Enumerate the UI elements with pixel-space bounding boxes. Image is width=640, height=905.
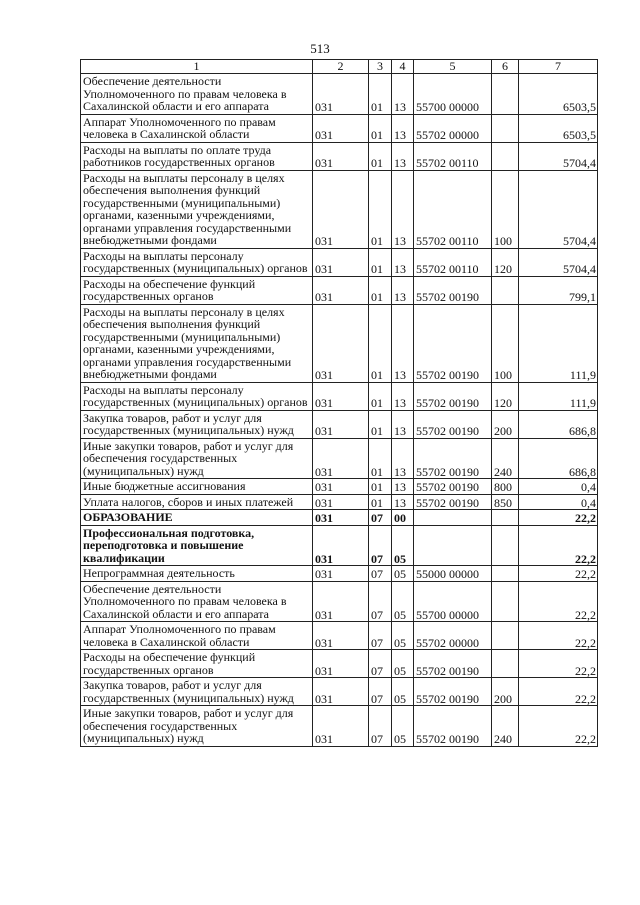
row-name: Обеспечение деятельности Уполномоченного по правам человека в Сахалинской области и его аппарата <box>81 74 313 115</box>
row-code-subsection: 13 <box>392 142 414 170</box>
table-row <box>81 622 598 650</box>
table-row <box>81 494 598 510</box>
row-code-admin: 031 <box>313 510 369 526</box>
row-code-admin: 031 <box>313 304 369 382</box>
row-code-section: 01 <box>369 248 392 276</box>
row-code-subsection: 13 <box>392 382 414 410</box>
row-code-section: 01 <box>369 170 392 248</box>
row-code-subsection: 05 <box>392 650 414 678</box>
row-code-type: 240 <box>492 438 519 479</box>
row-amount: 0,4 <box>519 479 598 495</box>
row-code-subsection: 13 <box>392 74 414 115</box>
row-code-type: 800 <box>492 479 519 495</box>
row-code-type <box>492 276 519 304</box>
row-code-section: 01 <box>369 74 392 115</box>
table-row <box>81 510 598 526</box>
col-header-4: 4 <box>392 60 414 74</box>
row-amount: 0,4 <box>519 494 598 510</box>
row-code-admin: 031 <box>313 74 369 115</box>
row-code-type <box>492 74 519 115</box>
row-code-type: 120 <box>492 382 519 410</box>
row-code-subsection: 13 <box>392 248 414 276</box>
budget-table <box>80 59 598 747</box>
row-name: Расходы на обеспечение функций государственных органов <box>81 650 313 678</box>
row-code-section: 01 <box>369 494 392 510</box>
row-code-type: 850 <box>492 494 519 510</box>
row-code-target: 55702 00110 <box>414 248 492 276</box>
table-row <box>81 581 598 622</box>
table-row <box>81 438 598 479</box>
row-name: Расходы на выплаты по оплате труда работников государственных органов <box>81 142 313 170</box>
col-header-6: 6 <box>492 60 519 74</box>
row-code-subsection: 13 <box>392 114 414 142</box>
row-name: Иные закупки товаров, работ и услуг для обеспечения государственных (муниципальных) нужд <box>81 706 313 747</box>
header-row <box>81 60 598 74</box>
table-row <box>81 479 598 495</box>
row-name: Обеспечение деятельности Уполномоченного по правам человека в Сахалинской области и его аппарата <box>81 581 313 622</box>
row-code-admin: 031 <box>313 248 369 276</box>
row-code-target: 55702 00190 <box>414 650 492 678</box>
row-code-type: 100 <box>492 170 519 248</box>
row-amount: 22,2 <box>519 525 598 566</box>
row-code-subsection: 13 <box>392 276 414 304</box>
row-code-section: 01 <box>369 410 392 438</box>
row-amount: 686,8 <box>519 438 598 479</box>
row-amount: 111,9 <box>519 304 598 382</box>
row-code-admin: 031 <box>313 276 369 304</box>
row-code-target: 55702 00110 <box>414 142 492 170</box>
row-amount: 22,2 <box>519 581 598 622</box>
col-header-3: 3 <box>369 60 392 74</box>
row-code-target: 55702 00190 <box>414 706 492 747</box>
row-code-admin: 031 <box>313 142 369 170</box>
row-amount: 6503,5 <box>519 74 598 115</box>
row-code-subsection: 13 <box>392 410 414 438</box>
row-amount: 5704,4 <box>519 170 598 248</box>
row-name: ОБРАЗОВАНИЕ <box>81 510 313 526</box>
row-code-admin: 031 <box>313 438 369 479</box>
row-code-subsection: 05 <box>392 525 414 566</box>
row-code-target: 55702 00190 <box>414 438 492 479</box>
table-row <box>81 170 598 248</box>
row-amount: 5704,4 <box>519 142 598 170</box>
row-code-target: 55702 00000 <box>414 114 492 142</box>
row-code-type <box>492 114 519 142</box>
table-row <box>81 114 598 142</box>
table-row <box>81 650 598 678</box>
row-code-admin: 031 <box>313 622 369 650</box>
row-code-type: 200 <box>492 678 519 706</box>
table-row <box>81 74 598 115</box>
row-code-admin: 031 <box>313 114 369 142</box>
row-code-admin: 031 <box>313 170 369 248</box>
col-header-1: 1 <box>81 60 313 74</box>
row-code-subsection: 13 <box>392 304 414 382</box>
row-amount: 6503,5 <box>519 114 598 142</box>
row-code-target: 55702 00190 <box>414 479 492 495</box>
table-row <box>81 410 598 438</box>
table-row <box>81 525 598 566</box>
row-code-subsection: 13 <box>392 494 414 510</box>
row-code-target: 55702 00190 <box>414 678 492 706</box>
row-code-target: 55702 00190 <box>414 410 492 438</box>
table-row <box>81 382 598 410</box>
row-code-type: 200 <box>492 410 519 438</box>
row-code-subsection: 13 <box>392 438 414 479</box>
row-name: Расходы на выплаты персоналу государственных (муниципальных) органов <box>81 382 313 410</box>
row-amount: 22,2 <box>519 510 598 526</box>
row-name: Расходы на выплаты персоналу в целях обеспечения выполнения функций государственными (муниципальными) органами, казенными учреждениями, органами управления государственными внебюджетными фондами <box>81 304 313 382</box>
table-row <box>81 276 598 304</box>
row-code-section: 07 <box>369 566 392 582</box>
row-name: Закупка товаров, работ и услуг для государственных (муниципальных) нужд <box>81 410 313 438</box>
row-code-type: 120 <box>492 248 519 276</box>
row-code-target: 55702 00000 <box>414 622 492 650</box>
row-code-target <box>414 510 492 526</box>
table-row <box>81 142 598 170</box>
row-amount: 5704,4 <box>519 248 598 276</box>
table-row <box>81 304 598 382</box>
row-code-section: 01 <box>369 479 392 495</box>
row-name: Непрограммная деятельность <box>81 566 313 582</box>
row-code-subsection: 05 <box>392 678 414 706</box>
row-name: Расходы на обеспечение функций государственных органов <box>81 276 313 304</box>
row-name: Расходы на выплаты персоналу государственных (муниципальных) органов <box>81 248 313 276</box>
row-name: Профессиональная подготовка, переподготовка и повышение квалификации <box>81 525 313 566</box>
row-amount: 686,8 <box>519 410 598 438</box>
row-code-admin: 031 <box>313 494 369 510</box>
row-amount: 22,2 <box>519 678 598 706</box>
row-amount: 22,2 <box>519 566 598 582</box>
row-code-subsection: 05 <box>392 622 414 650</box>
row-code-type <box>492 525 519 566</box>
row-code-type <box>492 566 519 582</box>
row-code-type: 100 <box>492 304 519 382</box>
row-code-section: 01 <box>369 276 392 304</box>
row-code-type: 240 <box>492 706 519 747</box>
row-code-section: 01 <box>369 438 392 479</box>
row-code-section: 01 <box>369 114 392 142</box>
row-code-section: 01 <box>369 382 392 410</box>
table-row <box>81 706 598 747</box>
row-code-subsection: 05 <box>392 706 414 747</box>
row-name: Аппарат Уполномоченного по правам человека в Сахалинской области <box>81 622 313 650</box>
row-code-target: 55702 00190 <box>414 304 492 382</box>
col-header-2: 2 <box>313 60 369 74</box>
table-row <box>81 566 598 582</box>
row-code-target: 55700 00000 <box>414 74 492 115</box>
row-amount: 111,9 <box>519 382 598 410</box>
row-name: Иные закупки товаров, работ и услуг для обеспечения государственных (муниципальных) нужд <box>81 438 313 479</box>
row-code-section: 01 <box>369 142 392 170</box>
row-code-admin: 031 <box>313 479 369 495</box>
row-amount: 22,2 <box>519 622 598 650</box>
row-amount: 22,2 <box>519 650 598 678</box>
row-code-subsection: 13 <box>392 170 414 248</box>
table-row <box>81 248 598 276</box>
row-name: Закупка товаров, работ и услуг для государственных (муниципальных) нужд <box>81 678 313 706</box>
row-code-target: 55702 00190 <box>414 494 492 510</box>
row-code-target <box>414 525 492 566</box>
row-code-admin: 031 <box>313 566 369 582</box>
row-code-subsection: 00 <box>392 510 414 526</box>
row-code-section: 07 <box>369 581 392 622</box>
row-name: Иные бюджетные ассигнования <box>81 479 313 495</box>
row-amount: 799,1 <box>519 276 598 304</box>
row-code-type <box>492 650 519 678</box>
row-code-subsection: 13 <box>392 479 414 495</box>
row-code-admin: 031 <box>313 581 369 622</box>
row-amount: 22,2 <box>519 706 598 747</box>
row-code-section: 07 <box>369 650 392 678</box>
row-code-admin: 031 <box>313 525 369 566</box>
row-code-section: 07 <box>369 525 392 566</box>
col-header-5: 5 <box>414 60 492 74</box>
row-code-subsection: 05 <box>392 581 414 622</box>
row-code-target: 55702 00110 <box>414 170 492 248</box>
row-code-section: 07 <box>369 622 392 650</box>
table-row <box>81 678 598 706</box>
row-code-section: 07 <box>369 706 392 747</box>
row-code-target: 55000 00000 <box>414 566 492 582</box>
row-code-type <box>492 142 519 170</box>
row-code-section: 07 <box>369 678 392 706</box>
row-code-type <box>492 510 519 526</box>
row-code-admin: 031 <box>313 410 369 438</box>
row-code-target: 55702 00190 <box>414 276 492 304</box>
row-code-admin: 031 <box>313 650 369 678</box>
row-code-target: 55702 00190 <box>414 382 492 410</box>
row-code-admin: 031 <box>313 382 369 410</box>
row-name: Расходы на выплаты персоналу в целях обеспечения выполнения функций государственными (муниципальными) органами, казенными учреждениями, органами управления государственными внебюджетными фондами <box>81 170 313 248</box>
row-code-target: 55700 00000 <box>414 581 492 622</box>
row-code-admin: 031 <box>313 706 369 747</box>
row-name: Уплата налогов, сборов и иных платежей <box>81 494 313 510</box>
row-code-admin: 031 <box>313 678 369 706</box>
row-code-section: 07 <box>369 510 392 526</box>
col-header-7: 7 <box>519 60 598 74</box>
row-name: Аппарат Уполномоченного по правам человека в Сахалинской области <box>81 114 313 142</box>
row-code-type <box>492 581 519 622</box>
row-code-type <box>492 622 519 650</box>
page-number: 513 <box>310 41 330 56</box>
row-code-subsection: 05 <box>392 566 414 582</box>
row-code-section: 01 <box>369 304 392 382</box>
